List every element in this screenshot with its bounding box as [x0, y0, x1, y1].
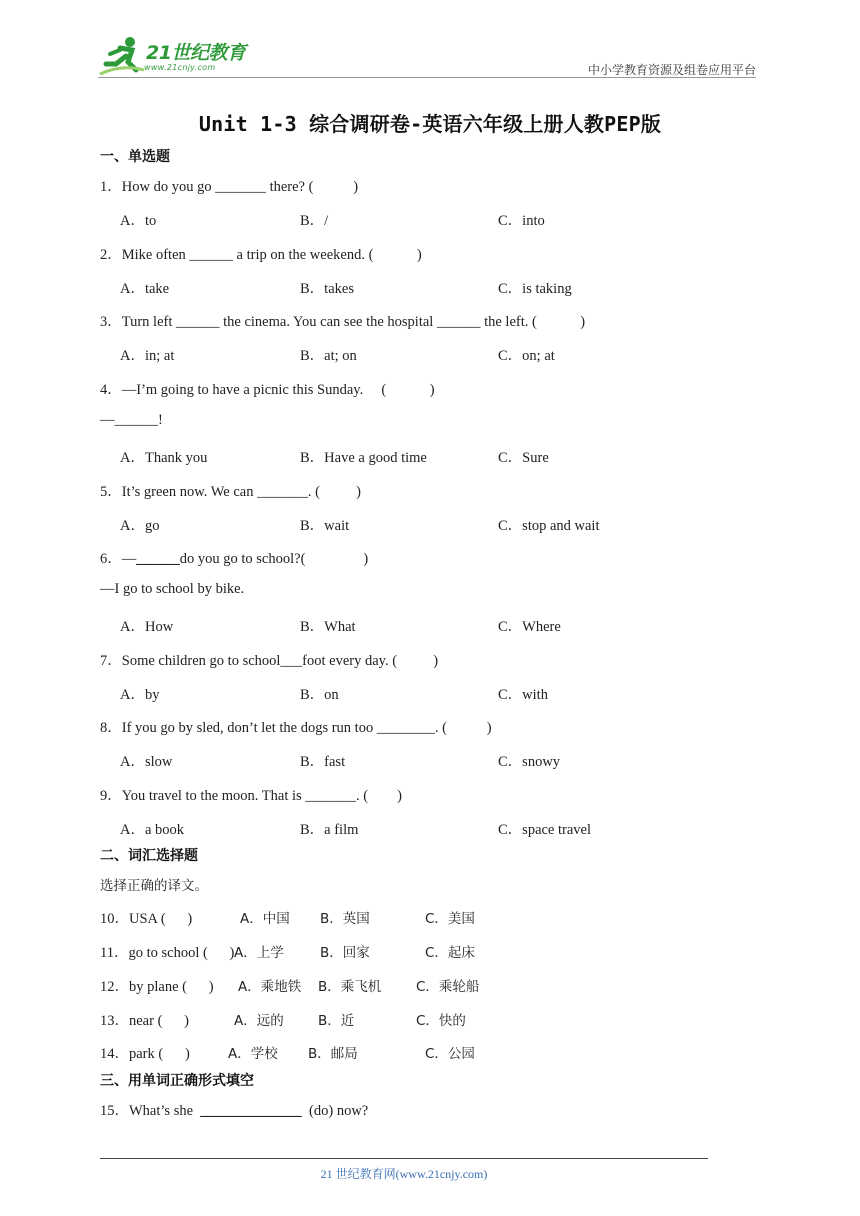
option-c[interactable]: C．乘轮船	[416, 979, 480, 995]
option-c[interactable]: C．on; at	[498, 348, 555, 364]
question-stem: 8．If you go by sled, don’t let the dogs run too ________. ( )	[100, 720, 492, 736]
question-stem: 9．You travel to the moon. That is _______. ( )	[100, 788, 402, 804]
question-stem: 11．go to school ( )	[100, 945, 235, 961]
question-stem: 1．How do you go _______ there? ( )	[100, 179, 359, 195]
option-c[interactable]: C．快的	[416, 1013, 466, 1029]
question-stem-continued: —______!	[100, 412, 163, 428]
option-b[interactable]: B．fast	[300, 754, 346, 770]
option-b[interactable]: B．Have a good time	[300, 450, 427, 466]
question-stem: 13．near ( )	[100, 1013, 189, 1029]
question-text: (do) now?	[301, 1103, 369, 1119]
option-c[interactable]: C．space travel	[498, 822, 592, 838]
question-stem: 14．park ( )	[100, 1046, 190, 1062]
option-a[interactable]: A．How	[120, 619, 174, 635]
option-c[interactable]: C．snowy	[498, 754, 561, 770]
section-heading-1: 一、单选题	[100, 149, 170, 165]
question-stem: 12．by plane ( )	[100, 979, 214, 995]
option-a[interactable]: A．中国	[240, 911, 290, 927]
option-c[interactable]: C．公园	[425, 1046, 475, 1062]
page-title: Unit 1-3 综合调研卷-英语六年级上册人教PEP版	[198, 112, 662, 136]
question-text: do you go to school?( )	[179, 551, 369, 567]
option-c[interactable]: C．Where	[498, 619, 561, 635]
option-c[interactable]: C．起床	[425, 945, 475, 961]
option-a[interactable]: A．上学	[234, 945, 284, 961]
site-logo[interactable]	[98, 34, 278, 78]
question-stem	[100, 547, 368, 568]
option-a[interactable]: A．a book	[120, 822, 185, 838]
option-a[interactable]: A．by	[120, 687, 160, 703]
question-number: 6．—	[100, 551, 137, 567]
option-b[interactable]: B．on	[300, 687, 339, 703]
question-stem: 7．Some children go to school___foot every day. ( )	[100, 653, 439, 669]
page-header	[98, 30, 756, 78]
question-stem: 4．—I’m going to have a picnic this Sunday. ( )	[100, 382, 435, 398]
option-b[interactable]: B．近	[318, 1013, 355, 1029]
header-tagline: 中小学教育资源及组卷应用平台	[587, 63, 756, 77]
option-a[interactable]: A．Thank you	[120, 450, 208, 466]
option-c[interactable]: C．stop and wait	[498, 518, 600, 534]
option-a[interactable]: A．远的	[234, 1013, 284, 1029]
runner-icon	[98, 34, 146, 78]
option-c[interactable]: C．美国	[425, 911, 475, 927]
option-b[interactable]: B．a film	[300, 822, 359, 838]
option-b[interactable]: B．wait	[300, 518, 350, 534]
option-a[interactable]: A．slow	[120, 754, 173, 770]
question-stem: 5．It’s green now. We can _______. ( )	[100, 484, 361, 500]
question-text: 15．What’s she	[100, 1103, 201, 1119]
section-heading-2: 二、词汇选择题	[100, 848, 198, 864]
option-a[interactable]: A．take	[120, 281, 170, 297]
logo-text: 21世纪教育	[146, 42, 246, 64]
option-a[interactable]: A．学校	[228, 1046, 278, 1062]
option-b[interactable]: B．乘飞机	[318, 979, 382, 995]
question-stem-continued: —I go to school by bike.	[100, 581, 245, 597]
footer-link[interactable]: 21 世纪教育网(www.21cnjy.com)	[320, 1167, 488, 1181]
option-b[interactable]: B．/	[300, 213, 329, 229]
answer-blank: ______	[136, 551, 180, 567]
option-b[interactable]: B．英国	[320, 911, 370, 927]
logo-url: www.21cnjy.com	[144, 63, 216, 72]
option-b[interactable]: B．What	[300, 619, 356, 635]
option-b[interactable]: B．邮局	[308, 1046, 358, 1062]
option-c[interactable]: C．with	[498, 687, 548, 703]
option-c[interactable]: C．is taking	[498, 281, 572, 297]
question-stem	[100, 1099, 368, 1120]
option-c[interactable]: C．Sure	[498, 450, 549, 466]
question-stem: 2．Mike often ______ a trip on the weekend. ( )	[100, 247, 422, 263]
option-a[interactable]: A．to	[120, 213, 157, 229]
option-a[interactable]: A．乘地铁	[238, 979, 302, 995]
question-stem: 10．USA ( )	[100, 911, 193, 927]
question-stem: 3．Turn left ______ the cinema. You can see the hospital ______ the left. ( )	[100, 314, 586, 330]
section-instructions: 选择正确的译文。	[100, 878, 208, 894]
option-b[interactable]: B．回家	[320, 945, 370, 961]
section-heading-3: 三、用单词正确形式填空	[100, 1073, 254, 1089]
footer-divider	[100, 1158, 708, 1159]
option-a[interactable]: A．in; at	[120, 348, 175, 364]
option-b[interactable]: B．takes	[300, 281, 354, 297]
option-c[interactable]: C．into	[498, 213, 545, 229]
option-a[interactable]: A．go	[120, 518, 160, 534]
header-divider	[98, 77, 756, 78]
answer-blank[interactable]: ______________	[200, 1103, 302, 1119]
option-b[interactable]: B．at; on	[300, 348, 357, 364]
